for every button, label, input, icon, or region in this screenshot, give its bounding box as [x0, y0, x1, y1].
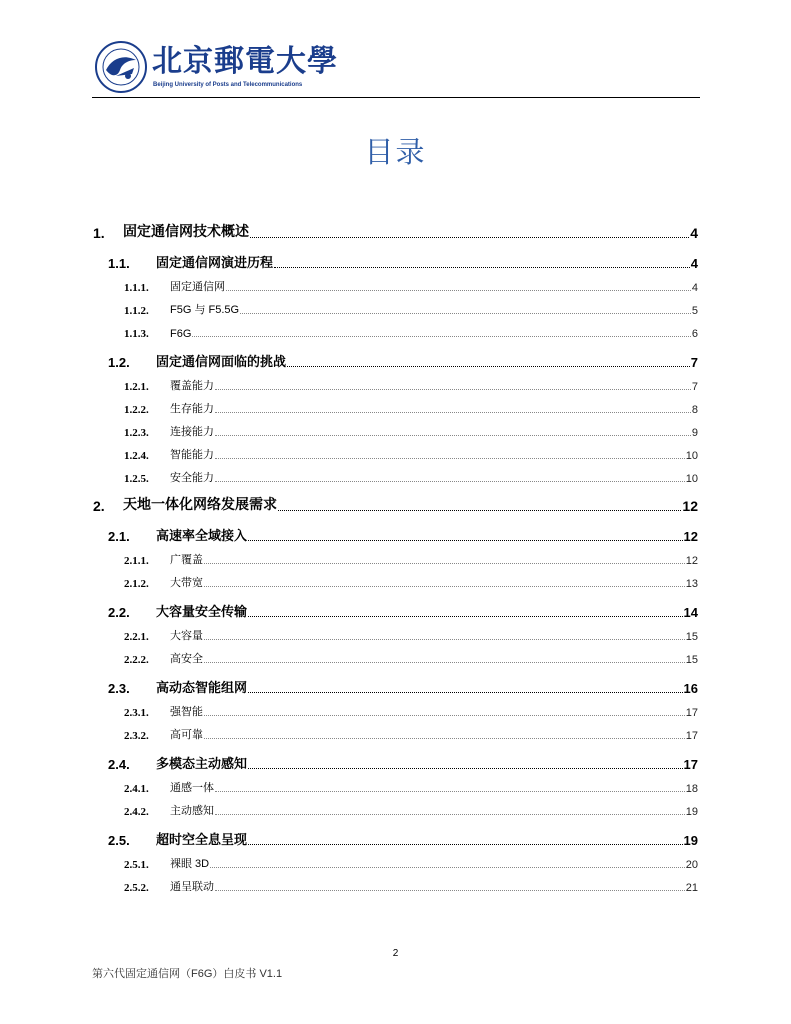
toc-entry-number: 2.5. [108, 833, 130, 848]
toc-entry-page: 18 [685, 783, 698, 795]
toc-entry-level-3[interactable] [93, 848, 698, 871]
toc-entry-page: 17 [683, 757, 698, 772]
toc-entry-number: 1.1. [108, 256, 130, 271]
toc-entry-number: 2.1.2. [124, 578, 149, 590]
toc-entry-level-3[interactable] [93, 544, 698, 567]
toc-dot-leader [248, 844, 683, 845]
toc-entry-level-3[interactable] [93, 393, 698, 416]
toc-dot-leader [240, 313, 691, 314]
toc-entry-title: 高可靠 [170, 729, 203, 741]
toc-entry-title: 大带宽 [170, 577, 203, 589]
university-logo-en: Beijing University of Posts and Telecommunications [153, 82, 303, 88]
toc-dot-leader [215, 890, 685, 891]
toc-entry-level-3[interactable] [93, 294, 698, 317]
toc-dot-leader [215, 481, 685, 482]
header-divider [92, 97, 700, 98]
toc-dot-leader [278, 510, 681, 511]
toc-dot-leader [215, 791, 685, 792]
toc-entry-level-3[interactable] [93, 439, 698, 462]
toc-dot-leader [215, 435, 691, 436]
toc-entry-level-2[interactable] [93, 247, 698, 271]
toc-dot-leader [248, 540, 683, 541]
toc-entry-number: 2.5.1. [124, 859, 149, 871]
toc-dot-leader [215, 389, 691, 390]
toc-entry-level-1[interactable] [93, 489, 698, 514]
toc-entry-page: 17 [685, 707, 698, 719]
toc-dot-leader [274, 267, 690, 268]
toc-entry-page: 12 [685, 555, 698, 567]
toc-entry-level-2[interactable] [93, 596, 698, 620]
toc-entry-level-3[interactable] [93, 317, 698, 340]
toc-entry-number: 1.1.3. [124, 328, 149, 340]
toc-entry-page: 8 [691, 404, 698, 416]
toc-dot-leader [215, 412, 691, 413]
toc-dot-leader [204, 715, 685, 716]
university-logo-cn: 北京郵電大學 [152, 44, 338, 79]
toc-entry-page: 10 [685, 473, 698, 485]
toc-entry-page: 14 [683, 605, 698, 620]
toc-entry-level-3[interactable] [93, 271, 698, 294]
toc-entry-page: 5 [691, 305, 698, 317]
toc-entry-level-3[interactable] [93, 696, 698, 719]
toc-entry-page: 7 [691, 381, 698, 393]
toc-entry-page: 16 [683, 681, 698, 696]
toc-entry-number: 1. [93, 225, 105, 241]
toc-entry-number: 2.2.1. [124, 631, 149, 643]
toc-entry-number: 1.1.2. [124, 305, 149, 317]
header [92, 36, 700, 98]
toc-entry-page: 4 [690, 256, 698, 271]
toc-entry-page: 12 [683, 529, 698, 544]
toc-entry-title: 大容量安全传输 [156, 604, 248, 619]
toc-entry-level-3[interactable] [93, 643, 698, 666]
footer-text: 第六代固定通信网（F6G）白皮书 V1.1 [92, 968, 283, 980]
toc-entry-level-3[interactable] [93, 462, 698, 485]
toc-entry-title: 通呈联动 [170, 881, 214, 893]
toc-entry-level-3[interactable] [93, 620, 698, 643]
toc-dot-leader [248, 616, 683, 617]
toc-dot-leader [210, 867, 685, 868]
toc-entry-number: 2.1. [108, 529, 130, 544]
toc-entry-title: 通感一体 [170, 782, 214, 794]
toc-entry-level-3[interactable] [93, 871, 698, 894]
toc-entry-title: 广覆盖 [170, 554, 203, 566]
toc-dot-leader [204, 662, 685, 663]
toc-dot-leader [248, 692, 683, 693]
toc-entry-title: 裸眼 3D [170, 858, 210, 870]
toc-dot-leader [204, 738, 685, 739]
toc-entry-title: 固定通信网面临的挑战 [156, 354, 287, 369]
toc-entry-number: 2.2. [108, 605, 130, 620]
toc-dot-leader [215, 458, 685, 459]
toc-entry-title: 覆盖能力 [170, 380, 214, 392]
toc-entry-page: 20 [685, 859, 698, 871]
toc-dot-leader [248, 768, 683, 769]
toc-dot-leader [204, 586, 685, 587]
toc-entry-number: 2.3.1. [124, 707, 149, 719]
toc-entry-number: 2.4.2. [124, 806, 149, 818]
toc-entry-number: 2.4.1. [124, 783, 149, 795]
toc-entry-title: 安全能力 [170, 472, 214, 484]
toc-entry-number: 2.2.2. [124, 654, 149, 666]
toc-entry-number: 1.2.5. [124, 473, 149, 485]
toc-entry-number: 1.2.4. [124, 450, 149, 462]
toc-entry-level-3[interactable] [93, 567, 698, 590]
toc-entry-title: 天地一体化网络发展需求 [123, 496, 277, 512]
toc-entry-title: F5G 与 F5.5G [170, 304, 240, 316]
toc-entry-title: 主动感知 [170, 805, 214, 817]
table-of-contents [93, 212, 698, 894]
toc-entry-page: 4 [691, 282, 698, 294]
toc-entry-title: 连接能力 [170, 426, 214, 438]
toc-entry-level-1[interactable] [93, 216, 698, 241]
toc-entry-page: 19 [683, 833, 698, 848]
toc-entry-level-3[interactable] [93, 370, 698, 393]
toc-entry-title: 大容量 [170, 630, 203, 642]
toc-entry-number: 1.2.1. [124, 381, 149, 393]
toc-dot-leader [215, 814, 685, 815]
toc-entry-title: 多模态主动感知 [156, 756, 248, 771]
toc-entry-page: 19 [685, 806, 698, 818]
toc-entry-number: 1.2. [108, 355, 130, 370]
toc-entry-level-2[interactable] [93, 672, 698, 696]
toc-entry-title: 智能能力 [170, 449, 214, 461]
toc-entry-page: 7 [690, 355, 698, 370]
toc-entry-number: 2.3. [108, 681, 130, 696]
toc-entry-title: 生存能力 [170, 403, 214, 415]
toc-entry-number: 1.2.3. [124, 427, 149, 439]
page-number: 2 [392, 948, 399, 959]
toc-dot-leader [226, 290, 691, 291]
toc-entry-number: 2.3.2. [124, 730, 149, 742]
toc-entry-level-2[interactable] [93, 748, 698, 772]
toc-entry-level-2[interactable] [93, 520, 698, 544]
toc-entry-number: 2.4. [108, 757, 130, 772]
toc-entry-level-3[interactable] [93, 795, 698, 818]
toc-dot-leader [250, 237, 689, 238]
toc-entry-title: 高动态智能组网 [156, 680, 248, 695]
toc-entry-title: 高速率全域接入 [156, 528, 248, 543]
toc-entry-level-2[interactable] [93, 824, 698, 848]
toc-entry-number: 1.2.2. [124, 404, 149, 416]
toc-entry-level-2[interactable] [93, 346, 698, 370]
toc-dot-leader [204, 639, 685, 640]
toc-dot-leader [287, 366, 690, 367]
toc-entry-number: 2.1.1. [124, 555, 149, 567]
toc-entry-level-3[interactable] [93, 772, 698, 795]
toc-entry-title: 超时空全息呈现 [156, 832, 248, 847]
page-title: 目录 [364, 135, 427, 169]
toc-entry-title: 固定通信网演进历程 [156, 255, 274, 270]
toc-dot-leader [192, 336, 690, 337]
toc-entry-title: 强智能 [170, 706, 203, 718]
toc-entry-title: 高安全 [170, 653, 203, 665]
toc-entry-page: 4 [690, 225, 698, 241]
toc-entry-level-3[interactable] [93, 416, 698, 439]
toc-entry-number: 2.5.2. [124, 882, 149, 894]
toc-entry-page: 12 [682, 498, 698, 514]
toc-entry-title: 固定通信网 [170, 281, 225, 293]
toc-entry-title: 固定通信网技术概述 [123, 223, 249, 239]
toc-entry-title: F6G [170, 328, 192, 340]
toc-entry-level-3[interactable] [93, 719, 698, 742]
toc-entry-number: 1.1.1. [124, 282, 149, 294]
toc-entry-page: 17 [685, 730, 698, 742]
toc-entry-page: 9 [691, 427, 698, 439]
toc-entry-page: 15 [685, 631, 698, 643]
toc-entry-page: 15 [685, 654, 698, 666]
toc-entry-page: 6 [691, 328, 698, 340]
toc-entry-page: 21 [685, 882, 698, 894]
toc-entry-page: 13 [685, 578, 698, 590]
toc-entry-number: 2. [93, 498, 105, 514]
toc-dot-leader [204, 563, 685, 564]
toc-entry-page: 10 [685, 450, 698, 462]
university-seal-icon [94, 40, 148, 94]
